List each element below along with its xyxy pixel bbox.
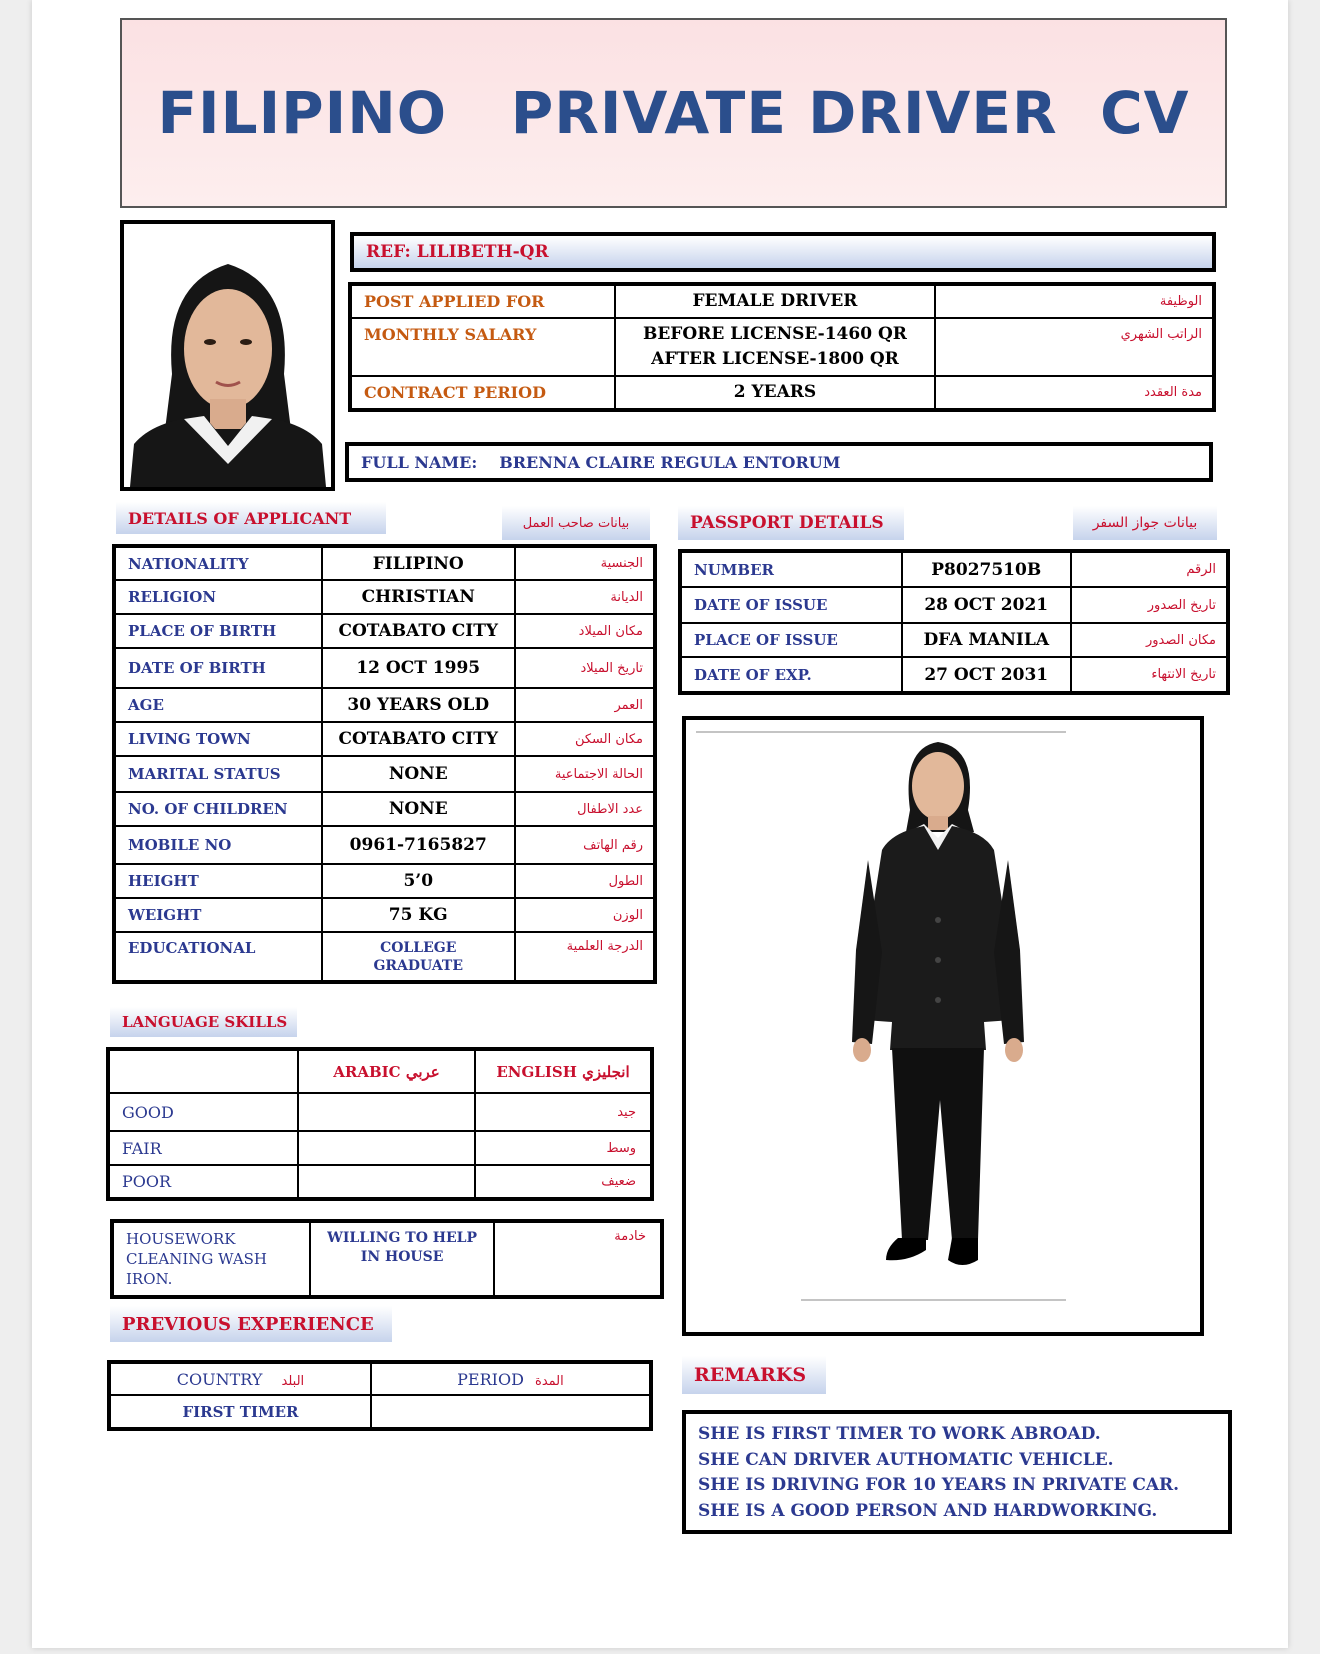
job-table	[348, 282, 1216, 412]
applicant-value-line: 12 OCT 1995	[356, 658, 481, 678]
job-row-arabic: الوظيفة	[935, 284, 1214, 318]
applicant-section-title-arabic: بيانات صاحب العمل	[502, 506, 650, 540]
housework-label: HOUSEWORK CLEANING WASH IRON.	[112, 1221, 310, 1297]
applicant-row-arabic: مكان الميلاد	[515, 614, 655, 648]
passport-row-arabic: الرقم	[1071, 551, 1228, 587]
applicant-value-line: COLLEGE	[380, 939, 457, 956]
job-value-line: BEFORE LICENSE-1460 QR	[642, 324, 907, 344]
applicant-row-label: MARITAL STATUS	[114, 756, 322, 792]
applicant-row-value	[322, 546, 515, 580]
applicant-row-label: NO. OF CHILDREN	[114, 792, 322, 826]
language-header-arabic: ARABIC عربي	[298, 1049, 475, 1093]
job-value-line: 2 YEARS	[733, 382, 817, 402]
applicant-row-label: AGE	[114, 688, 322, 722]
applicant-row	[114, 688, 655, 722]
cv-page	[32, 0, 1288, 1648]
portrait-image	[124, 224, 331, 487]
applicant-value-line: CHRISTIAN	[361, 587, 475, 607]
language-row	[108, 1131, 652, 1165]
applicant-value-line: NONE	[388, 764, 448, 784]
passport-row-arabic: مكان الصدور	[1071, 623, 1228, 657]
applicant-row	[114, 932, 655, 982]
passport-row-label: NUMBER	[680, 551, 902, 587]
applicant-value-line: NONE	[388, 799, 448, 819]
passport-row	[680, 587, 1228, 623]
applicant-row	[114, 614, 655, 648]
applicant-row-arabic: الدرجة العلمية	[515, 932, 655, 982]
language-header-english: ENGLISH انجليزي	[475, 1049, 652, 1093]
job-row	[350, 376, 1214, 410]
language-header-row	[108, 1049, 652, 1093]
applicant-row-label: DATE OF BIRTH	[114, 648, 322, 688]
applicant-row	[114, 580, 655, 614]
passport-row-value: 27 OCT 2031	[902, 657, 1071, 693]
housework-row	[112, 1221, 662, 1297]
language-row-label: POOR	[108, 1165, 298, 1199]
job-value-line: FEMALE DRIVER	[692, 291, 858, 311]
reference-bar	[350, 232, 1216, 272]
language-arabic-level	[298, 1093, 475, 1131]
passport-row	[680, 657, 1228, 693]
passport-row	[680, 551, 1228, 587]
applicant-value-line: 0961-7165827	[349, 835, 487, 855]
applicant-row-value	[322, 648, 515, 688]
language-table	[106, 1047, 654, 1201]
job-value-line: AFTER LICENSE-1800 QR	[651, 349, 899, 369]
applicant-row-value	[322, 864, 515, 898]
applicant-row-arabic: الوزن	[515, 898, 655, 932]
applicant-row-value	[322, 722, 515, 756]
applicant-value-line: 5’0	[403, 871, 434, 891]
remark-line: SHE IS DRIVING FOR 10 YEARS IN PRIVATE CAR.	[698, 1475, 1180, 1495]
job-row-value	[615, 284, 934, 318]
applicant-row-value	[322, 756, 515, 792]
language-row	[108, 1093, 652, 1131]
full-name-bar	[345, 442, 1213, 482]
applicant-section-title: DETAILS OF APPLICANT	[116, 502, 386, 534]
applicant-row-value	[322, 932, 515, 982]
job-row-label: CONTRACT PERIOD	[350, 376, 615, 410]
remark-line: SHE IS A GOOD PERSON AND HARDWORKING.	[698, 1500, 1158, 1521]
job-row-value	[615, 318, 934, 376]
applicant-row	[114, 864, 655, 898]
job-row-label: MONTHLY SALARY	[350, 318, 615, 376]
applicant-value-line: 75 KG	[388, 905, 448, 925]
reference-code: REF: LILIBETH-QR	[366, 242, 549, 262]
applicant-row	[114, 648, 655, 688]
language-row-label: GOOD	[108, 1093, 298, 1131]
passport-row-value: 28 OCT 2021	[902, 587, 1071, 623]
applicant-value-line: COTABATO CITY	[338, 621, 498, 641]
language-arabic-level	[298, 1165, 475, 1199]
passport-table	[678, 549, 1230, 695]
passport-row-value: DFA MANILA	[902, 623, 1071, 657]
language-row-arabic: جيد	[475, 1093, 652, 1131]
applicant-row-value	[322, 826, 515, 864]
remarks-box	[682, 1410, 1232, 1534]
language-row-arabic: وسط	[475, 1131, 652, 1165]
passport-section-title: PASSPORT DETAILS	[678, 506, 904, 540]
job-row-arabic: الراتب الشهري	[935, 318, 1214, 376]
applicant-row-arabic: الحالة الاجتماعية	[515, 756, 655, 792]
full-body-image	[686, 720, 1200, 1332]
applicant-table	[112, 544, 657, 984]
applicant-row-label: RELIGION	[114, 580, 322, 614]
applicant-row-value	[322, 688, 515, 722]
applicant-row	[114, 546, 655, 580]
applicant-row	[114, 756, 655, 792]
passport-row-label: DATE OF EXP.	[680, 657, 902, 693]
applicant-row-label: LIVING TOWN	[114, 722, 322, 756]
remark-line: SHE CAN DRIVER AUTHOMATIC VEHICLE.	[698, 1449, 1114, 1470]
experience-country: FIRST TIMER	[109, 1395, 371, 1429]
applicant-row-arabic: عدد الاطفال	[515, 792, 655, 826]
applicant-row	[114, 722, 655, 756]
experience-period	[371, 1395, 651, 1429]
applicant-row-label: HEIGHT	[114, 864, 322, 898]
passport-row-label: PLACE OF ISSUE	[680, 623, 902, 657]
experience-section-title: PREVIOUS EXPERIENCE	[110, 1306, 392, 1342]
language-row-label: FAIR	[108, 1131, 298, 1165]
full-body-photo	[682, 716, 1204, 1336]
applicant-row-label: NATIONALITY	[114, 546, 322, 580]
full-name-label: FULL NAME:	[361, 452, 478, 472]
job-row-arabic: مدة العقدد	[935, 376, 1214, 410]
job-row	[350, 284, 1214, 318]
applicant-row-arabic: العمر	[515, 688, 655, 722]
applicant-row-value	[322, 580, 515, 614]
remark-line: SHE IS FIRST TIMER TO WORK ABROAD.	[698, 1424, 1101, 1444]
passport-row-label: DATE OF ISSUE	[680, 587, 902, 623]
remarks-section-title: REMARKS	[682, 1356, 826, 1394]
applicant-row-arabic: رقم الهاتف	[515, 826, 655, 864]
page-title: FILIPINO PRIVATE DRIVER CV	[157, 79, 1190, 147]
housework-table	[110, 1219, 664, 1299]
passport-row	[680, 623, 1228, 657]
job-row-label: POST APPLIED FOR	[350, 284, 615, 318]
applicant-row	[114, 898, 655, 932]
language-row-arabic: ضعيف	[475, 1165, 652, 1199]
job-row-value	[615, 376, 934, 410]
applicant-row-value	[322, 614, 515, 648]
applicant-row-label: MOBILE NO	[114, 826, 322, 864]
title-banner	[120, 18, 1227, 208]
applicant-row	[114, 826, 655, 864]
applicant-value-line: FILIPINO	[372, 553, 464, 574]
experience-country-header: COUNTRY البلد	[109, 1362, 371, 1395]
applicant-row-arabic: مكان السكن	[515, 722, 655, 756]
applicant-row-label: EDUCATIONAL	[114, 932, 322, 982]
experience-table	[107, 1360, 653, 1431]
applicant-row-arabic: الديانة	[515, 580, 655, 614]
language-header-blank	[108, 1049, 298, 1093]
applicant-value-line: GRADUATE	[373, 957, 464, 974]
housework-value: WILLING TO HELP IN HOUSE	[310, 1221, 493, 1297]
housework-arabic: خادمة	[494, 1221, 662, 1297]
applicant-row	[114, 792, 655, 826]
job-row	[350, 318, 1214, 376]
experience-period-header: PERIOD المدة	[371, 1362, 651, 1395]
experience-row	[109, 1395, 651, 1429]
applicant-value-line: 30 YEARS OLD	[347, 695, 490, 715]
passport-row-value: P8027510B	[902, 551, 1071, 587]
experience-header-row	[109, 1362, 651, 1395]
applicant-value-line: COTABATO CITY	[338, 729, 498, 749]
applicant-row-arabic: تاريخ الميلاد	[515, 648, 655, 688]
passport-section-title-arabic: بيانات جواز السفر	[1073, 506, 1217, 540]
portrait-photo	[120, 220, 335, 491]
full-name-value: BRENNA CLAIRE REGULA ENTORUM	[499, 452, 841, 472]
language-section-title: LANGUAGE SKILLS	[110, 1007, 297, 1037]
passport-row-arabic: تاريخ الصدور	[1071, 587, 1228, 623]
applicant-row-label: PLACE OF BIRTH	[114, 614, 322, 648]
applicant-row-label: WEIGHT	[114, 898, 322, 932]
language-arabic-level	[298, 1131, 475, 1165]
applicant-row-arabic: الجنسية	[515, 546, 655, 580]
applicant-row-arabic: الطول	[515, 864, 655, 898]
passport-row-arabic: تاريخ الانتهاء	[1071, 657, 1228, 693]
applicant-row-value	[322, 898, 515, 932]
applicant-row-value	[322, 792, 515, 826]
language-row	[108, 1165, 652, 1199]
